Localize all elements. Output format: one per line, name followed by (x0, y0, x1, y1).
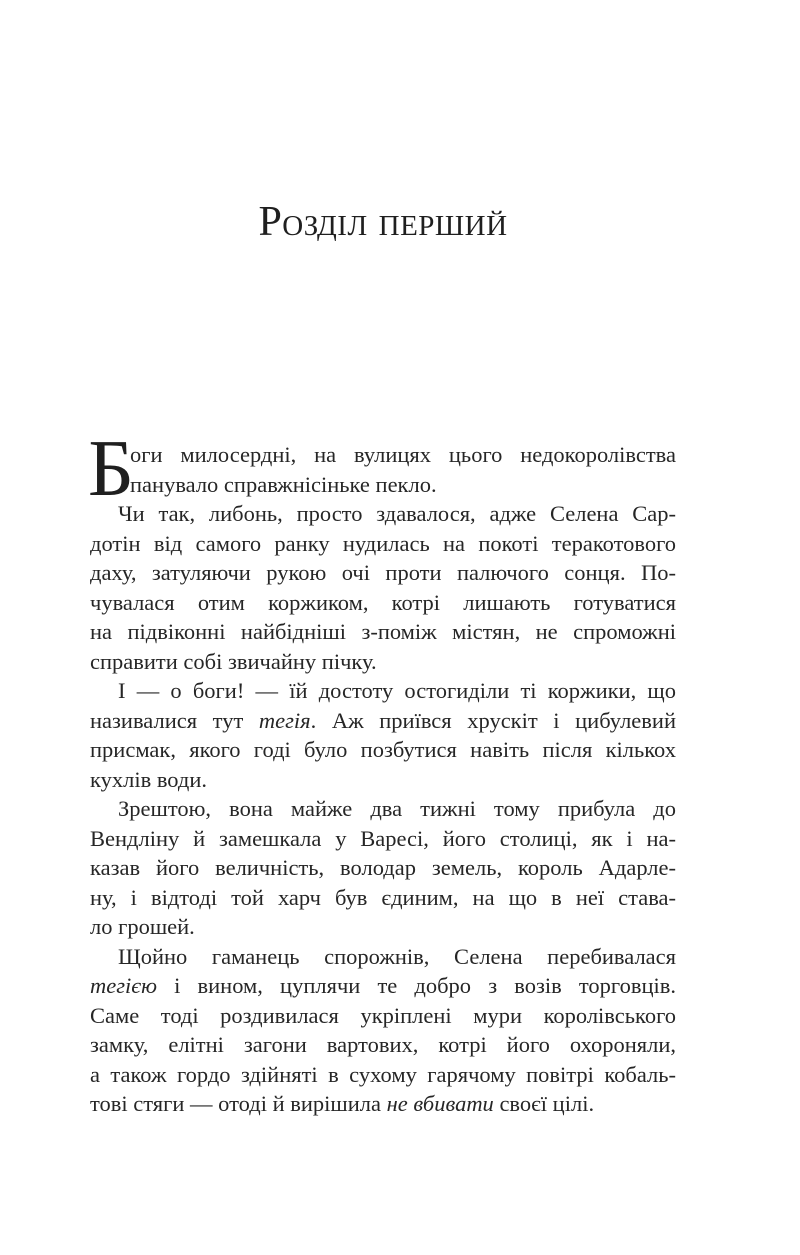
paragraph (88, 425, 676, 513)
text-line (90, 824, 676, 854)
text-line (90, 1030, 676, 1060)
text-line (90, 647, 676, 677)
text-segment: панувало справжнісіньке пекло. (130, 471, 437, 497)
text-segment: присмак, якого годі було позбутися навіть після кількох (90, 737, 676, 762)
text-segment: дотін від самого ранку нудилась на покоті теракотового (90, 530, 676, 556)
text-line (90, 558, 676, 588)
text-line (90, 440, 676, 470)
text-segment: чувалася отим коржиком, котрі лишають готуватися (90, 589, 676, 615)
text-line (90, 971, 676, 1001)
text-line (90, 794, 676, 824)
text-segment: а також гордо здійняті в сухому гарячому повітрі кобаль- (90, 1061, 676, 1087)
text-line (90, 617, 676, 647)
text-segment: оги милосердні, на вулицях цього недокоролівства (130, 442, 676, 467)
italic-text-segment: тегія (258, 707, 311, 733)
paragraph (90, 676, 676, 794)
paragraph (90, 794, 676, 942)
text-segment: Зрештою, вона майже два тижні тому прибула до (118, 796, 676, 821)
text-line (90, 853, 676, 883)
text-segment: Чи так, либонь, просто здавалося, адже Селена Сар- (118, 501, 676, 526)
text-segment: тові стяги — отоді й вирішила (90, 1091, 387, 1116)
text-line (90, 706, 676, 736)
text-line (90, 499, 676, 529)
text-segment: . Аж приївся хрускіт і цибулевий (310, 707, 676, 733)
drop-cap: Б (88, 425, 134, 513)
text-line (90, 676, 676, 706)
text-line (90, 588, 676, 618)
text-line (90, 883, 676, 913)
italic-text-segment: тегією (90, 973, 157, 998)
text-block (88, 425, 676, 1119)
text-segment: і вином, цуплячи те добро з возів торговців. (156, 973, 676, 998)
paragraph (90, 942, 676, 1119)
italic-text-segment: не вбивати (386, 1091, 494, 1116)
text-line (90, 1060, 676, 1090)
text-segment: кухлів води. (90, 766, 208, 792)
text-segment: називалися тут (90, 707, 259, 733)
text-segment: І — о боги! — їй достоту остогиділи ті коржики, що (118, 678, 676, 703)
text-line (90, 942, 676, 972)
paragraph (90, 499, 676, 676)
text-line (90, 765, 676, 795)
text-line (90, 1001, 676, 1031)
text-segment: казав його величність, володар земель, король Адарле- (90, 855, 676, 880)
text-segment: своєї цілі. (493, 1091, 595, 1116)
text-segment: Вендліну й замешкала у Варесі, його столиці, як і на- (90, 825, 676, 851)
text-segment: ну, і відтоді той харч був єдиним, на що в неї става- (90, 884, 676, 910)
text-line (90, 912, 676, 942)
text-segment: на підвіконні найбідніші з-поміж містян, не спроможні (90, 619, 676, 644)
text-segment: замку, елітні загони вартових, котрі його охороняли, (90, 1032, 676, 1057)
text-segment: Щойно гаманець спорожнів, Селена перебивалася (118, 943, 676, 969)
text-segment: справити собі звичайну пічку. (90, 648, 377, 674)
text-segment: Саме тоді роздивилася укріплені мури королівського (90, 1002, 676, 1028)
text-line (90, 529, 676, 559)
text-segment: ло грошей. (90, 914, 195, 939)
text-line (90, 735, 676, 765)
text-segment: даху, затуляючи рукою очі проти палючого сонця. По- (90, 560, 676, 585)
text-line (90, 1089, 676, 1119)
text-line (90, 470, 676, 500)
chapter-title: Розділ перший (258, 199, 508, 245)
